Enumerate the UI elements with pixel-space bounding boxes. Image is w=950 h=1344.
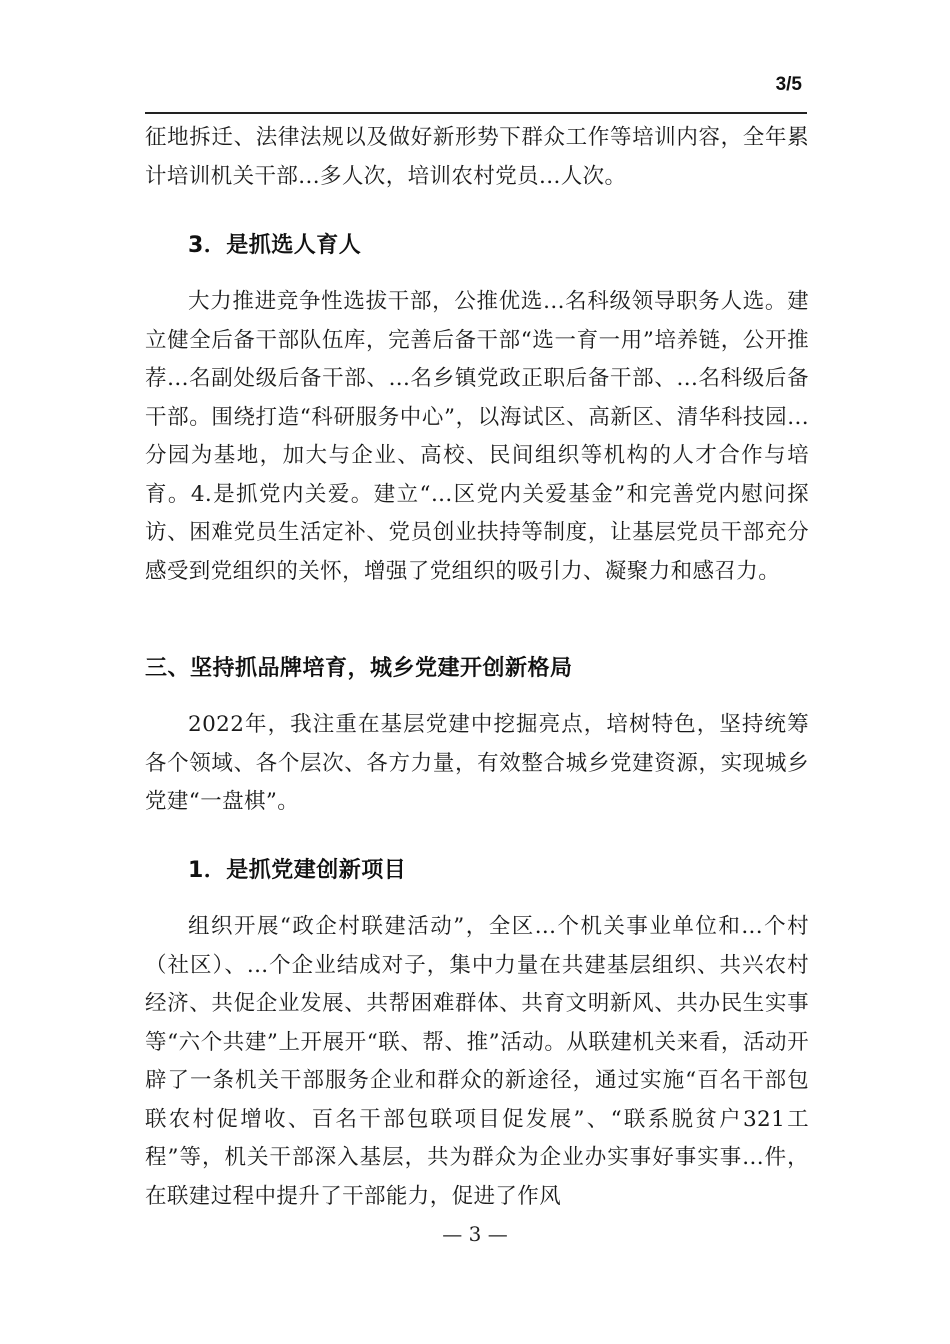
paragraph: 2022年，我注重在基层党建中挖掘亮点，培树特色，坚持统筹各个领域、各个层次、各方力量，有效整合城乡党建资源，实现城乡党建“一盘棋”。 — [145, 712, 809, 814]
header-page-fraction: 3/5 — [775, 74, 802, 95]
paragraph: 组织开展“政企村联建活动”，全区...个机关事业单位和...个村（社区）、...个企业结成对子，集中力量在共建基层组织、共兴农村经济、共促企业发展、共帮困难群体、共育文明新风、共办民生实事等“六个共建”上开展开“联、帮、推”活动。从联建机关来看，活动开辟了一条机关干部服务企业和群众的新途径，通过实施“百名干部包联农村促增收、百名干部包联项目促发展”、“联系脱贫户321工程”等，机关干部深入基层，共为群众为企业办实事好事实事...件，在联建过程中提升了干部能力，促进了作风 — [145, 914, 809, 1209]
body-block-3 — [145, 706, 809, 822]
header-divider — [145, 112, 807, 114]
section-heading-3: 3．是抓选人育人 — [188, 233, 362, 258]
body-block-1 — [145, 119, 809, 196]
paragraph: 征地拆迁、法律法规以及做好新形势下群众工作等培训内容，全年累计培训机关干部...多人次，培训农村党员...人次。 — [145, 125, 809, 189]
footer-page-number: — 3 — — [442, 1222, 508, 1246]
paragraph: 大力推进竞争性选拔干部，公推优选...名科级领导职务人选。建立健全后备干部队伍库，完善后备干部“选一育一用”培养链，公开推荐...名副处级后备干部、...名乡镇党政正职后备干部、...名科级后备干部。围绕打造“科研服务中心”，以海试区、高新区、清华科技园...分园为基地，加大与企业、高校、民间组织等机构的人才合作与培育。4.是抓党内关爱。建立“...区党内关爱基金”和完善党内慰问探访、困难党员生活定补、党员创业扶持等制度，让基层党员干部充分感受到党组织的关怀，增强了党组织的吸引力、凝聚力和感召力。 — [145, 289, 809, 584]
chapter-heading-3: 三、坚持抓品牌培育，城乡党建开创新格局 — [145, 656, 573, 681]
section-heading-1: 1．是抓党建创新项目 — [188, 858, 407, 883]
body-block-2 — [145, 283, 809, 591]
body-block-4 — [145, 908, 809, 1216]
